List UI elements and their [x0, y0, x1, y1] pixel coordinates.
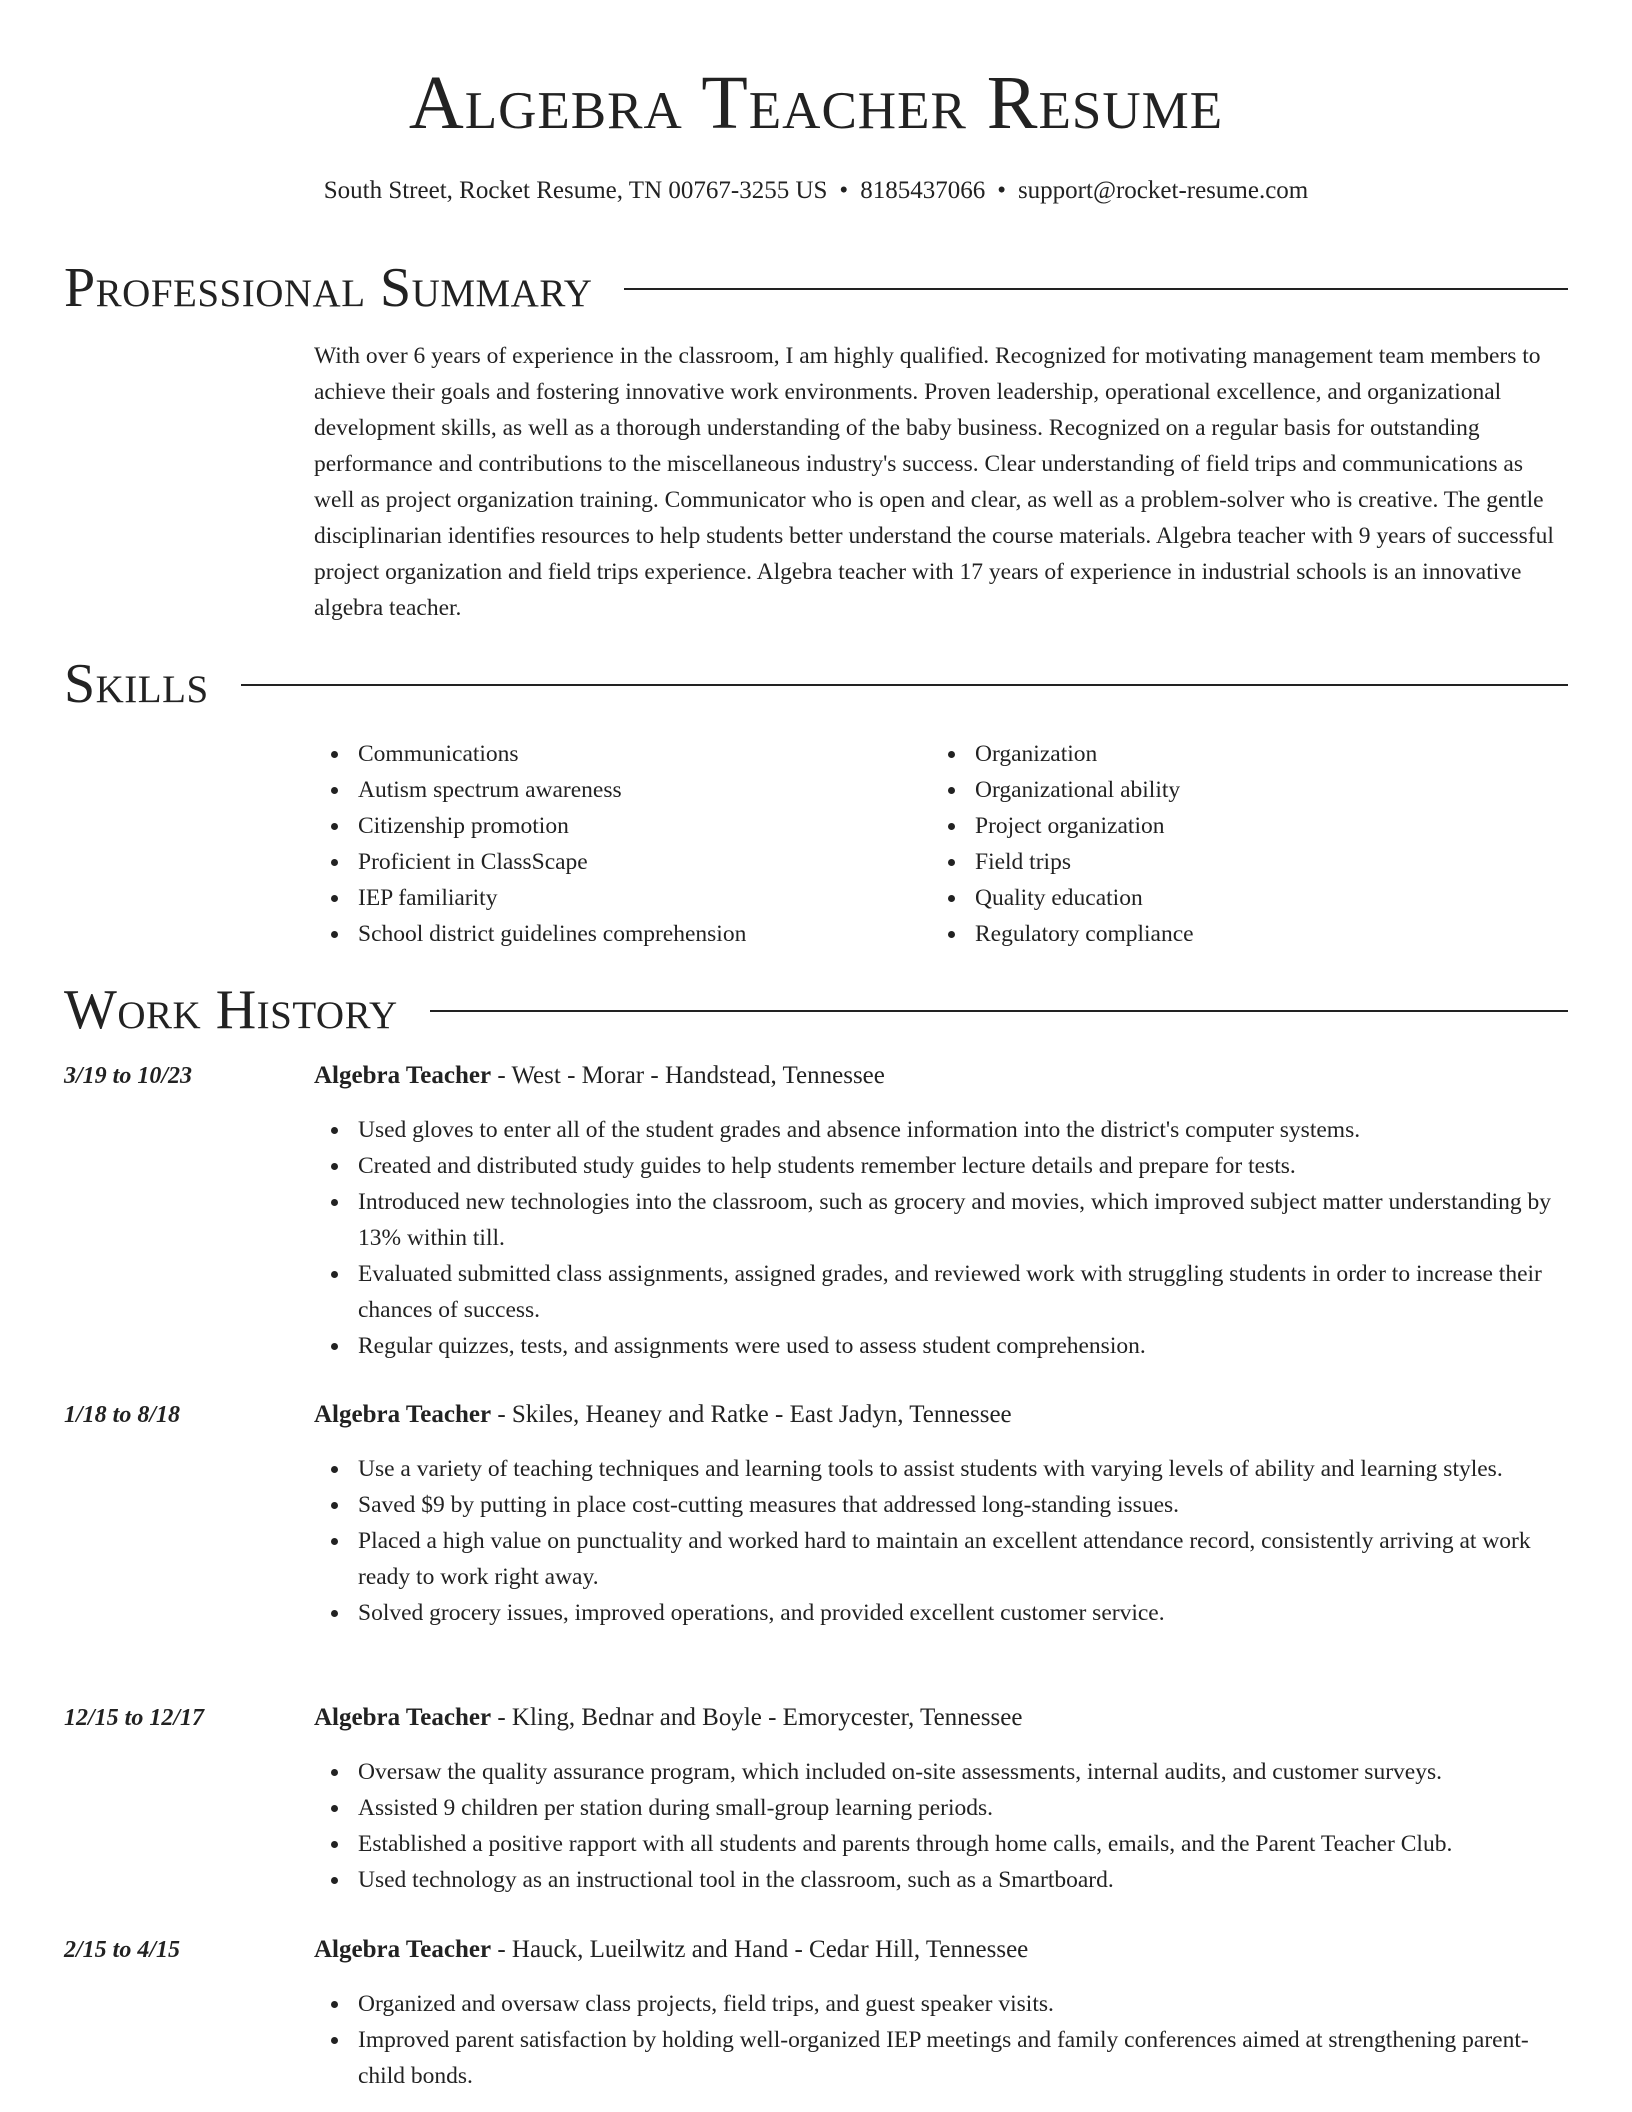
skill-item: Quality education — [975, 880, 1548, 916]
section-professional-summary — [64, 256, 1568, 320]
job-bullet: Oversaw the quality assurance program, which included on-site assessments, internal audits, and customer surveys. — [358, 1754, 1568, 1790]
skills-column-left — [314, 736, 931, 952]
section-divider — [624, 288, 1568, 290]
contact-separator: • — [839, 177, 849, 204]
skill-item: Proficient in ClassScape — [358, 844, 931, 880]
job-bullet: Evaluated submitted class assignments, assigned grades, and reviewed work with struggling students in order to increase their chances of success. — [358, 1256, 1568, 1328]
job-title: Algebra Teacher — [314, 1062, 492, 1089]
job-title: Algebra Teacher — [314, 1704, 492, 1731]
job-bullets — [314, 1754, 1568, 1898]
job-bullet: Solved grocery issues, improved operations, and provided excellent customer service. — [358, 1595, 1568, 1631]
job-heading — [314, 1397, 1012, 1433]
job-dates: 12/15 to 12/17 — [64, 1705, 205, 1731]
job-heading — [314, 1058, 885, 1094]
job-title: Algebra Teacher — [314, 1936, 492, 1963]
skills-list — [314, 736, 1568, 952]
skill-item: Autism spectrum awareness — [358, 772, 931, 808]
job-dates: 1/18 to 8/18 — [64, 1402, 181, 1428]
skill-item: School district guidelines comprehension — [358, 916, 931, 952]
job-bullet: Placed a high value on punctuality and worked hard to maintain an excellent attendance record, consistently arriving at work ready to work right away. — [358, 1523, 1568, 1595]
job-bullets — [314, 1986, 1568, 2094]
skill-item: IEP familiarity — [358, 880, 931, 916]
summary-text: With over 6 years of experience in the classroom, I am highly qualified. Recognized for motivating management team members to achieve their goals and fostering innovative work environments. Proven leadership, operational excellence, and organizational development skills, as well as a thorough understanding of the baby business. Recognized on a regular basis for outstanding performance and contributions to the miscellaneous industry's success. Clear understanding of field trips and communications as well as project organization training. Communicator who is open and clear, as well as a problem-solver who is creative. The gentle disciplinarian identifies resources to help students better understand the course materials. Algebra teacher with 9 years of successful project organization and field trips experience. Algebra teacher with 17 years of experience in industrial schools is an innovative algebra teacher. — [314, 343, 1554, 621]
job-title: Algebra Teacher — [314, 1401, 492, 1428]
job-dates: 2/15 to 4/15 — [64, 1937, 181, 1963]
job-bullet: Introduced new technologies into the classroom, such as grocery and movies, which improved subject matter understanding by 13% within till. — [358, 1184, 1568, 1256]
contact-phone: 8185437066 — [860, 177, 986, 204]
job-employer: - West - Morar - Handstead, Tennessee — [491, 1062, 885, 1089]
job-bullet: Saved $9 by putting in place cost-cutting measures that addressed long-standing issues. — [358, 1487, 1568, 1523]
contact-email: support@rocket-resume.com — [1017, 177, 1309, 204]
contact-line — [0, 174, 1632, 208]
job-bullet: Organized and oversaw class projects, field trips, and guest speaker visits. — [358, 1986, 1568, 2022]
section-skills — [64, 652, 1568, 716]
job-employer: - Skiles, Heaney and Ratke - East Jadyn, Tennessee — [491, 1401, 1012, 1428]
skill-item: Organization — [975, 736, 1548, 772]
section-heading: Skills — [64, 653, 209, 715]
job-bullet: Assisted 9 children per station during small-group learning periods. — [358, 1790, 1568, 1826]
job-bullet: Established a positive rapport with all students and parents through home calls, emails, and the Parent Teacher Club. — [358, 1826, 1568, 1862]
skills-column-right — [931, 736, 1548, 952]
job-employer: - Hauck, Lueilwitz and Hand - Cedar Hill, Tennessee — [491, 1936, 1029, 1963]
section-divider — [241, 684, 1568, 686]
job-bullet: Used gloves to enter all of the student grades and absence information into the district's computer systems. — [358, 1112, 1568, 1148]
job-heading — [314, 1700, 1022, 1736]
section-divider — [430, 1010, 1568, 1012]
skill-item: Citizenship promotion — [358, 808, 931, 844]
job-bullet: Use a variety of teaching techniques and learning tools to assist students with varying levels of ability and learning styles. — [358, 1451, 1568, 1487]
section-heading: Work History — [64, 979, 398, 1041]
job-heading — [314, 1932, 1028, 1968]
skill-item: Communications — [358, 736, 931, 772]
job-bullet: Created and distributed study guides to help students remember lecture details and prepare for tests. — [358, 1148, 1568, 1184]
job-dates: 3/19 to 10/23 — [64, 1063, 193, 1089]
contact-address: South Street, Rocket Resume, TN 00767-3255 US — [323, 177, 828, 204]
job-employer: - Kling, Bednar and Boyle - Emorycester, Tennessee — [491, 1704, 1023, 1731]
job-bullet: Improved parent satisfaction by holding well-organized IEP meetings and family conferences aimed at strengthening parent-child bonds. — [358, 2022, 1568, 2094]
section-work-history — [64, 978, 1568, 1042]
skill-item: Organizational ability — [975, 772, 1548, 808]
resume-title: Algebra Teacher Resume — [408, 61, 1224, 145]
skill-item: Field trips — [975, 844, 1548, 880]
job-bullets — [314, 1451, 1568, 1631]
contact-separator: • — [997, 177, 1006, 204]
skill-item: Project organization — [975, 808, 1548, 844]
section-heading: Professional Summary — [64, 257, 593, 319]
job-bullet: Used technology as an instructional tool in the classroom, such as a Smartboard. — [358, 1862, 1568, 1898]
skill-item: Regulatory compliance — [975, 916, 1548, 952]
job-bullets — [314, 1112, 1568, 1364]
job-bullet: Regular quizzes, tests, and assignments were used to assess student comprehension. — [358, 1328, 1568, 1364]
